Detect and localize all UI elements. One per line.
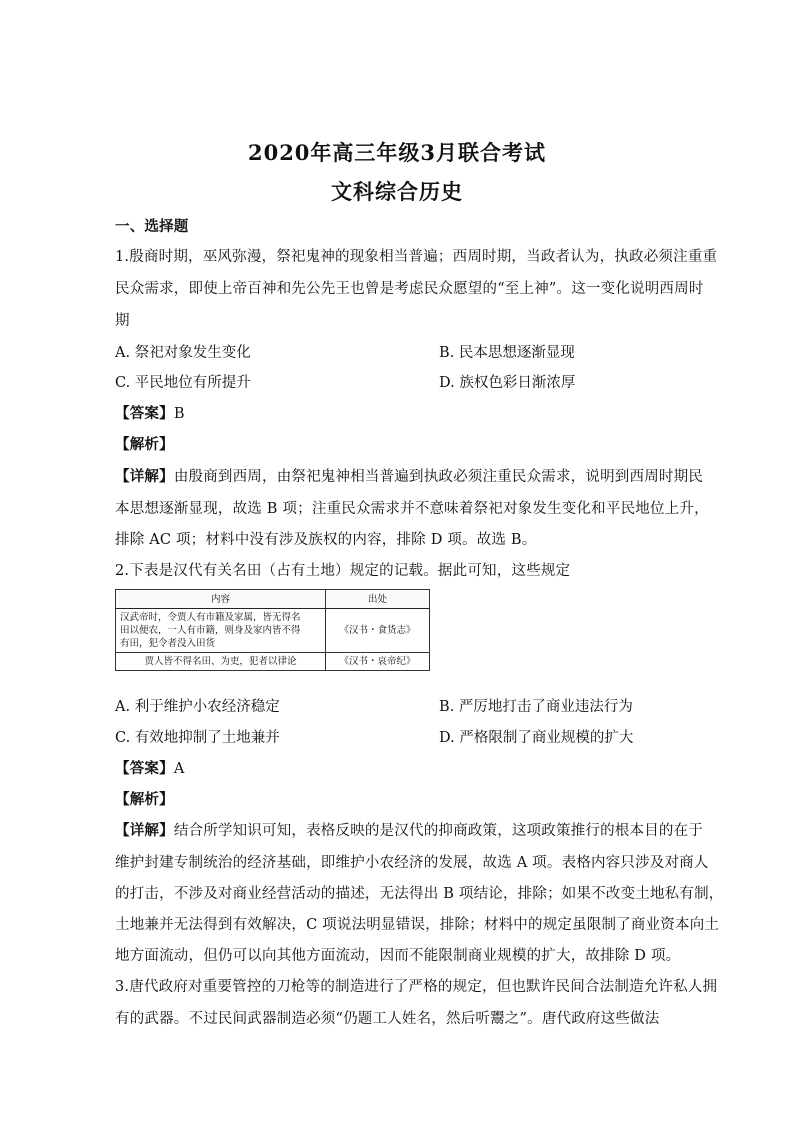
- q1-option-d: D. 族权色彩日渐浓厚: [439, 375, 576, 391]
- answer-value: A: [173, 761, 185, 777]
- detail-text: 由殷商到西周，由祭祀鬼神相当普遍到执政必须注重民众需求，说明到西周时期民: [173, 469, 704, 485]
- q1-detail-line: [115, 467, 704, 487]
- q1-detail-line: 排除 AC 项；材料中没有涉及族权的内容，排除 D 项。故选 B。: [115, 532, 537, 548]
- q1-option-b: B. 民本思想逐渐显现: [439, 345, 575, 361]
- answer-value: B: [173, 406, 185, 422]
- analysis-tag: 【解析】: [115, 436, 174, 453]
- q2-option-a: A. 利于维护小农经济稳定: [115, 699, 280, 715]
- answer-tag: 【答案】: [115, 405, 174, 422]
- analysis-tag: 【解析】: [115, 791, 174, 808]
- q2-option-d: D. 严格限制了商业规模的扩大: [439, 730, 634, 746]
- q1-answer: [115, 404, 685, 424]
- q1-analysis-tag: [115, 435, 685, 455]
- cell-line: 贾人皆不得名田、为吏，犯者以律论: [144, 656, 297, 667]
- q1-stem-line: 1.殷商时期，巫风弥漫，祭祀鬼神的现象相当普遍；西周时期，当政者认为，执政必须注重重: [115, 249, 718, 265]
- q2-option-c: C. 有效地抑制了土地兼并: [115, 730, 280, 746]
- q2-detail-line: [115, 821, 704, 841]
- table-cell-content: [116, 653, 326, 671]
- q2-detail-line: 土地兼并无法得到有效解决，C 项说法明显错误，排除；材料中的规定虽限制了商业资本向土: [115, 917, 720, 933]
- q1-stem-line: 期: [115, 313, 130, 329]
- history-table: [115, 589, 430, 671]
- table-header-source: 出处: [326, 590, 430, 609]
- q2-option-b: B. 严厉地打击了商业违法行为: [439, 699, 633, 715]
- cell-line: 汉武帝时，令贾人有市籍及家属，皆无得名: [120, 612, 301, 623]
- q1-stem-line: 民众需求，即使上帝百神和先公先王也曾是考虑民众愿望的“至上神”。这一变化说明西周时: [115, 281, 704, 297]
- detail-tag: 【详解】: [115, 468, 174, 485]
- q2-detail-line: 的打击，不涉及对商业经营活动的描述，无法得出 B 项结论，排除；如果不改变土地私有制，: [115, 886, 724, 902]
- q2-analysis-tag: [115, 790, 685, 810]
- table-header-content: 内容: [116, 590, 326, 609]
- detail-text: 结合所学知识可知，表格反映的是汉代的抑商政策，这项政策推行的根本目的在于: [173, 823, 704, 839]
- table-row: [116, 653, 430, 671]
- table-cell-source: 《汉书・食货志》: [326, 609, 430, 653]
- table-cell-source: 《汉书・哀帝纪》: [326, 653, 430, 671]
- q3-stem-line: 有的武器。不过民间武器制造必须“仍题工人姓名，然后听鬻之”。唐代政府这些做法: [115, 1011, 660, 1027]
- cell-line: 田以便农，一人有市籍，则身及家内皆不得: [120, 625, 301, 636]
- q2-detail-line: 维护封建专制统治的经济基础，即维护小农经济的发展，故选 A 项。表格内容只涉及对商人: [115, 855, 709, 871]
- q1-detail-line: 本思想逐渐显现，故选 B 项；注重民众需求并不意味着祭祀对象发生变化和平民地位上升，: [115, 501, 709, 517]
- page-subtitle: 文科综合历史: [331, 179, 463, 204]
- q1-option-c: C. 平民地位有所提升: [115, 375, 251, 391]
- q2-answer: [115, 759, 685, 779]
- q3-stem-line: 3.唐代政府对重要管控的刀枪等的制造进行了严格的规定，但也默许民间合法制造允许私人拥: [115, 979, 718, 995]
- q2-stem: 2.下表是汉代有关名田（占有土地）规定的记载。据此可知，这些规定: [115, 563, 571, 579]
- table-row: [116, 609, 430, 653]
- table-cell-content: [116, 609, 326, 653]
- page-title: 2020年高三年级3月联合考试: [247, 140, 547, 165]
- q1-option-a: A. 祭祀对象发生变化: [115, 345, 251, 361]
- table-header-row: [116, 590, 430, 609]
- detail-tag: 【详解】: [115, 822, 174, 839]
- answer-tag: 【答案】: [115, 760, 174, 777]
- q2-detail-line: 地方面流动，但仍可以向其他方面流动，因而不能限制商业规模的扩大，故排除 D 项。: [115, 948, 681, 964]
- cell-line: 有田，犯令者没入田货: [120, 638, 216, 649]
- section-heading: 一、选择题: [115, 218, 189, 235]
